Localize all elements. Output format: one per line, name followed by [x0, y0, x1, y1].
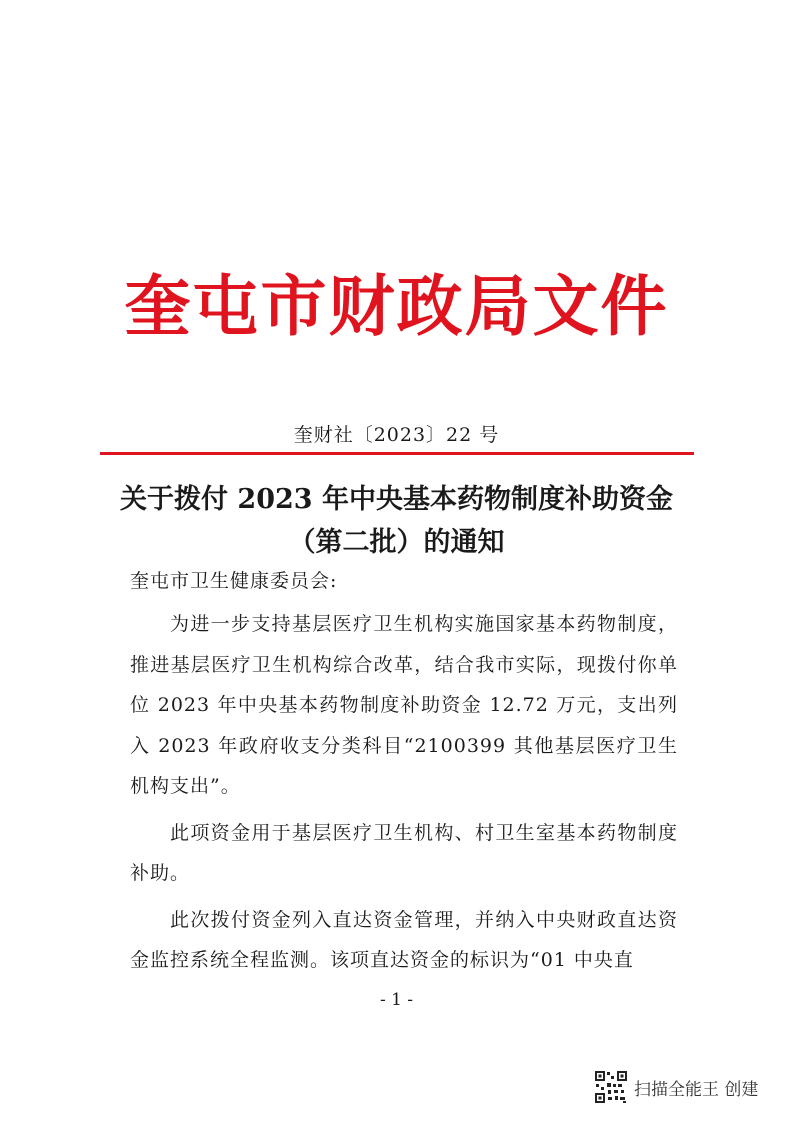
body-paragraph-1: 为进一步支持基层医疗卫生机构实施国家基本药物制度，推进基层医疗卫生机构综合改革，结合我市实际，现拨付你单位 2023 年中央基本药物制度补助资金 12.72 万元，支出列入 2023 年政府收支分类科目“2100399 其他基层医疗卫生机构支出”。	[130, 613, 678, 797]
page-number: - 1 -	[379, 990, 414, 1010]
agency-header-title: 奎屯市财政局文件	[124, 268, 669, 345]
body-paragraph-2: 此项资金用于基层医疗卫生机构、村卫生室基本药物制度补助。	[130, 821, 678, 884]
salutation: 奎屯市卫生健康委员会:	[130, 570, 338, 592]
body-paragraph-3: 此次拨付资金列入直达资金管理，并纳入中央财政直达资金监控系统全程监测。该项直达资金的标识为“01 中央直	[130, 908, 678, 971]
scanner-watermark	[594, 1070, 758, 1104]
watermark-text: 扫描全能王 创建	[634, 1079, 759, 1100]
document-number: 奎财社〔2023〕22 号	[293, 424, 500, 446]
document-title: 关于拨付 2023 年中央基本药物制度补助资金（第二批）的通知	[120, 484, 673, 558]
red-divider-line	[100, 452, 694, 455]
qr-code-icon	[594, 1070, 628, 1104]
document-body	[130, 604, 678, 987]
